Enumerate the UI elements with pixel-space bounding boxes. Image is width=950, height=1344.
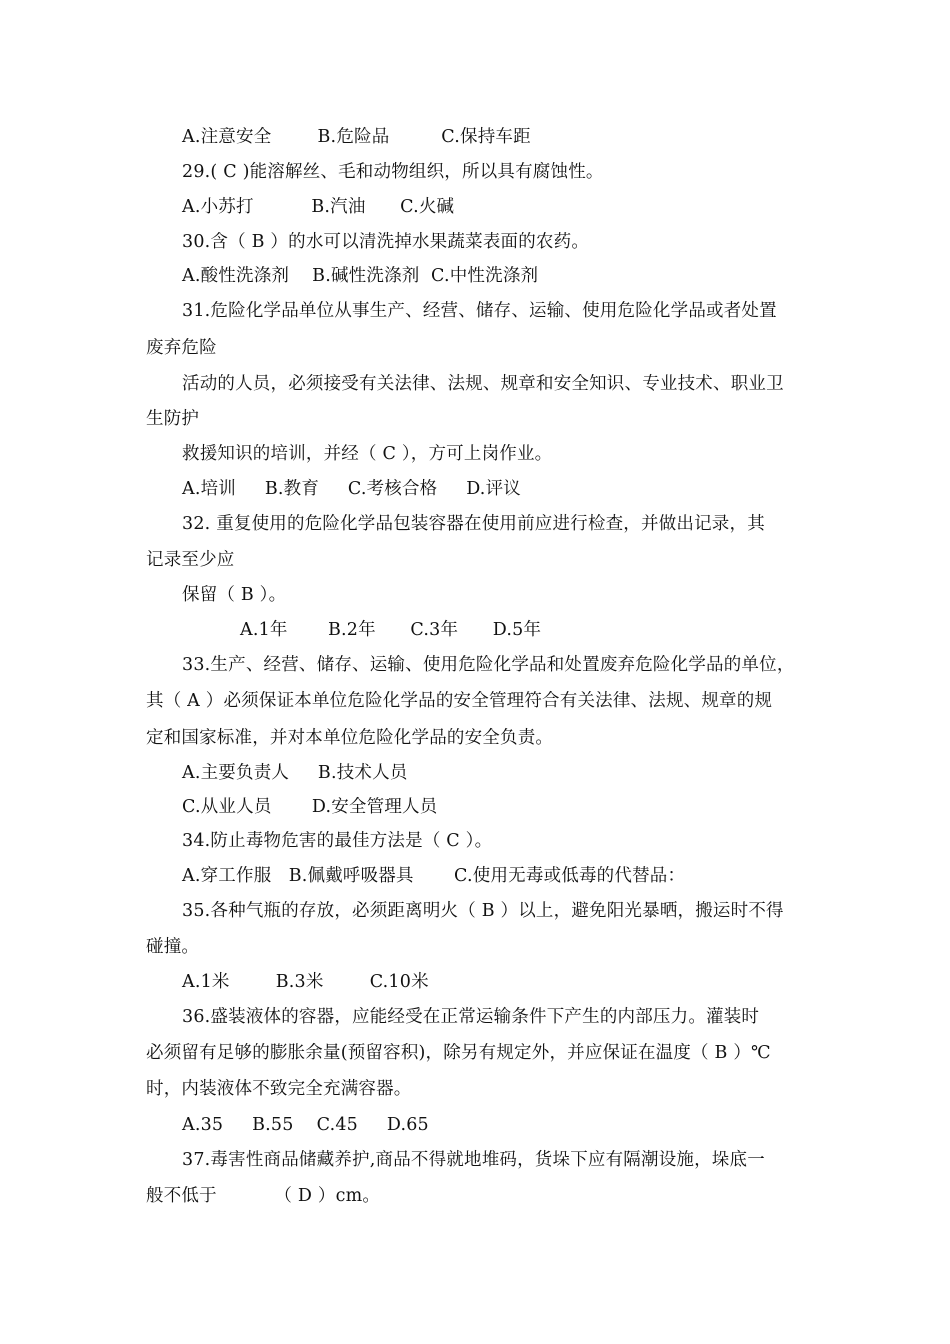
q30-question: 30.含（ B ）的水可以清洗掉水果蔬菜表面的农药。 xyxy=(182,232,590,252)
q33-question-line2: 其（ A ）必须保证本单位危险化学品的安全管理符合有关法律、法规、规章的规 xyxy=(146,691,773,711)
q31-question-line1: 31.危险化学品单位从事生产、经营、储存、运输、使用危险化学品或者处置 xyxy=(182,301,777,321)
q37-question-line2: 般不低于 （ D ）cm。 xyxy=(146,1186,381,1206)
q33-question-line1: 33.生产、经营、储存、运输、使用危险化学品和处置废弃危险化学品的单位， xyxy=(182,655,795,675)
q34-options: A.穿工作服 B.佩戴呼吸器具 C.使用无毒或低毒的代替品： xyxy=(182,866,686,886)
q35-options: A.1米 B.3米 C.10米 xyxy=(182,972,429,992)
q33-options-line2: C.从业人员 D.安全管理人员 xyxy=(182,797,438,817)
q32-question-line1: 32. 重复使用的危险化学品包装容器在使用前应进行检查，并做出记录，其 xyxy=(182,514,765,534)
q31-options: A.培训 B.教育 C.考核合格 D.评议 xyxy=(182,479,521,499)
q34-question: 34.防止毒物危害的最佳方法是（ C ）。 xyxy=(182,831,493,851)
q32-question-line3: 保留（ B ）。 xyxy=(182,585,287,605)
q36-question-line2: 必须留有足够的膨胀余量(预留容积)，除另有规定外，并应保证在温度（ B ）℃ xyxy=(146,1043,771,1063)
q35-question-line2: 碰撞。 xyxy=(146,937,200,957)
q33-question-line3: 定和国家标准，并对本单位危险化学品的安全负责。 xyxy=(146,728,554,748)
q32-question-line2: 记录至少应 xyxy=(146,550,235,570)
q33-options-line1: A.主要负责人 B.技术人员 xyxy=(182,763,408,783)
q31-question-line2: 废弃危险 xyxy=(146,338,217,358)
q29-options: A.小苏打 B.汽油 C.火碱 xyxy=(182,197,455,217)
q36-question-line3: 时，内装液体不致完全充满容器。 xyxy=(146,1079,412,1099)
q36-options: A.35 B.55 C.45 D.65 xyxy=(182,1115,429,1135)
q31-question-line4: 生防护 xyxy=(146,409,200,429)
q31-question-line3: 活动的人员，必须接受有关法律、法规、规章和安全知识、专业技术、职业卫 xyxy=(182,374,784,394)
q29-question: 29.( C )能溶解丝、毛和动物组织，所以具有腐蚀性。 xyxy=(182,162,604,182)
q36-question-line1: 36.盛装液体的容器，应能经受在正常运输条件下产生的内部压力。灌装时 xyxy=(182,1007,760,1027)
q32-options: A.1年 B.2年 C.3年 D.5年 xyxy=(240,620,542,640)
q31-question-line5: 救援知识的培训，并经（ C ），方可上岗作业。 xyxy=(182,444,553,464)
q30-options: A.酸性洗涤剂 B.碱性洗涤剂 C.中性洗涤剂 xyxy=(182,266,539,286)
q37-question-line1: 37.毒害性商品储藏养护,商品不得就地堆码，货垛下应有隔潮设施，垛底一 xyxy=(182,1150,765,1170)
q28-options: A.注意安全 B.危险品 C.保持车距 xyxy=(182,127,531,147)
q35-question-line1: 35.各种气瓶的存放，必须距离明火（ B ）以上，避免阳光暴晒，搬运时不得 xyxy=(182,901,784,921)
